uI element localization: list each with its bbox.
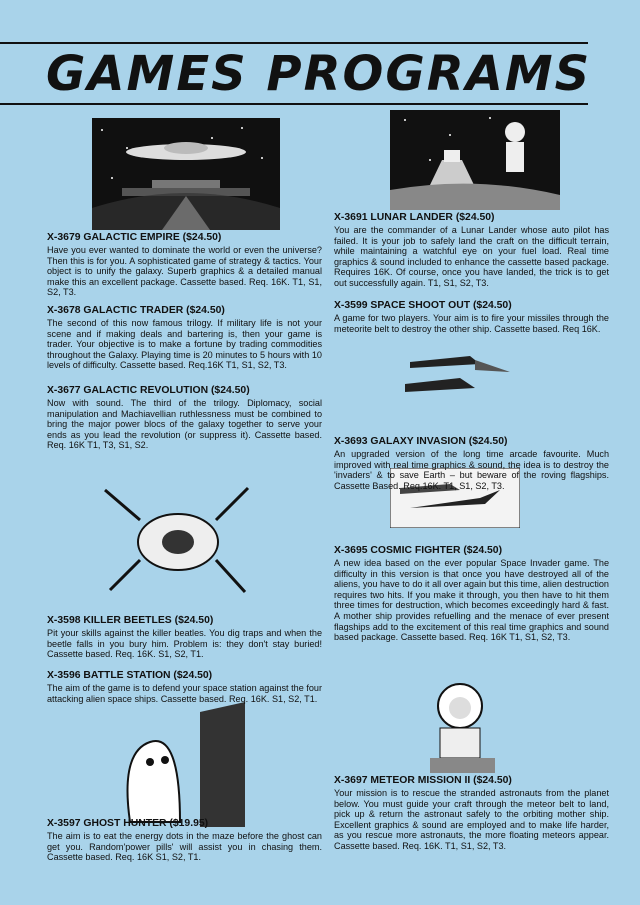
game-title: X-3597 GHOST HUNTER ($19.95) <box>47 818 209 829</box>
game-title: X-3697 METEOR MISSION II ($24.50) <box>334 775 512 786</box>
game-entry <box>334 212 609 289</box>
game-title: X-3691 LUNAR LANDER ($24.50) <box>334 212 495 223</box>
game-entry <box>47 670 322 704</box>
game-title: X-3677 GALACTIC REVOLUTION ($24.50) <box>47 385 250 396</box>
game-entry <box>334 775 609 852</box>
game-entry <box>47 385 322 451</box>
game-description: The second of this now famous trilogy. If military life is not your scene and if making deals and bartering is, then your game is trader. Your objective is to make a fortune by trading commodities throughout the Galaxy. Playing time is 20 minutes to 5 hours with 10 levels of difficulty. Cassette based. Req.16K T1, S1, S2, T3. <box>47 318 322 371</box>
game-title: X-3598 KILLER BEETLES ($24.50) <box>47 615 214 626</box>
game-description: Now with sound. The third of the trilogy. Diplomacy, social manipulation and Machiavellian ruthlessness must be combined to bring the major power blocs of the galaxy together to serve your ends as you lead the revolution (or suppress it). Cassette based. Req. 16K T1, T3, S1, S2. <box>47 398 322 451</box>
top-rule <box>0 42 588 44</box>
ghost-hunter-illustration <box>110 702 250 827</box>
game-entry <box>47 232 322 298</box>
meteor-mission-illustration <box>410 678 520 773</box>
game-entry <box>47 305 322 371</box>
game-title: X-3695 COSMIC FIGHTER ($24.50) <box>334 545 503 556</box>
game-entry <box>334 300 609 334</box>
game-title: X-3693 GALAXY INVASION ($24.50) <box>334 436 508 447</box>
game-title: X-3679 GALACTIC EMPIRE ($24.50) <box>47 232 222 243</box>
game-entry <box>334 436 609 491</box>
galaxy-invasion-illustration <box>400 350 510 400</box>
lunar-lander-illustration <box>390 110 560 210</box>
game-description: The aim of the game is to defend your space station against the four attacking alien space ships. Cassette based. Req. 16K. S1, S2, T1. <box>47 683 322 704</box>
game-description: A new idea based on the ever popular Space Invader game. The difficulty in this version is that once you have destroyed all of the aliens, you have to do it all over again but this time, alien destruction requires two hits. If you make it through, you then have to hit them three times for destruction, which becomes exceedingly hard & fast. A mother ship provides refuelling and the menace of ever present flagships add to the excitement of this real time graphics and sound based package. Cassette based. Req. 16K T1, S1, S2, T3. <box>334 558 609 643</box>
game-entry <box>334 545 609 643</box>
game-description: A game for two players. Your aim is to fire your missiles through the meteorite belt to destroy the other ship. Cassette based. Req 16K. <box>334 313 609 334</box>
game-title: X-3678 GALACTIC TRADER ($24.50) <box>47 305 225 316</box>
game-title: X-3599 SPACE SHOOT OUT ($24.50) <box>334 300 512 311</box>
game-description: Have you ever wanted to dominate the world or even the universe? Then this is for you. A sophisticated game of strategy & tactics. Your object is to unify the galaxy. Superb graphics & a detailed manual make this an excellent package. Cassette based. Req. 16K. T1, S1, S2, T3. <box>47 245 322 298</box>
galactic-empire-illustration <box>92 118 280 230</box>
game-description: You are the commander of a Lunar Lander whose auto pilot has failed. It is your job to safely land the craft on the difficult terrain, while maintaining a watchful eye on your fuel load. Real time graphics & sound included to enhance the cassette based package. Requires 16K. Of course, once you have landed, the trick is to get out successfully again. T1, S1, S2, T3. <box>334 225 609 288</box>
killer-beetles-illustration <box>100 480 250 600</box>
game-description: Your mission is to rescue the stranded astronauts from the planet below. You must guide your craft through the meteor belt to land, pick up & return the astronaut safely to the orbiting mother ship. Excellent graphics & sound are employed and to make life harder, as you rescue more astronauts, the more floating meteors appear. Cassette based. Req. 16K. T1, S1, S2, T3. <box>334 788 609 851</box>
game-entry <box>47 615 322 660</box>
game-title: X-3596 BATTLE STATION ($24.50) <box>47 670 213 681</box>
bottom-rule <box>0 103 588 105</box>
game-description: Pit your skills against the killer beatles. You dig traps and when the beetle falls in you bury him. Problem is: they don't stay buried! Cassette based. Req. 16K. S1, S2, T1. <box>47 628 322 660</box>
game-description: The aim is to eat the energy dots in the maze before the ghost can get you. Random'power pills' will assist you in chasing them. Cassette based. Req. 16K S1, S2, T1. <box>47 831 322 863</box>
page-title: GAMES PROGRAMS <box>46 46 592 102</box>
game-description: An upgraded version of the long time arcade favourite. Much improved with real time graphics & sound, the idea is to destroy the 'invaders' & to save Earth – but beware of the roving flagships. Cassette Based. Req.16K. T1, S1, S2, T3. <box>334 449 609 491</box>
game-entry <box>47 818 322 863</box>
